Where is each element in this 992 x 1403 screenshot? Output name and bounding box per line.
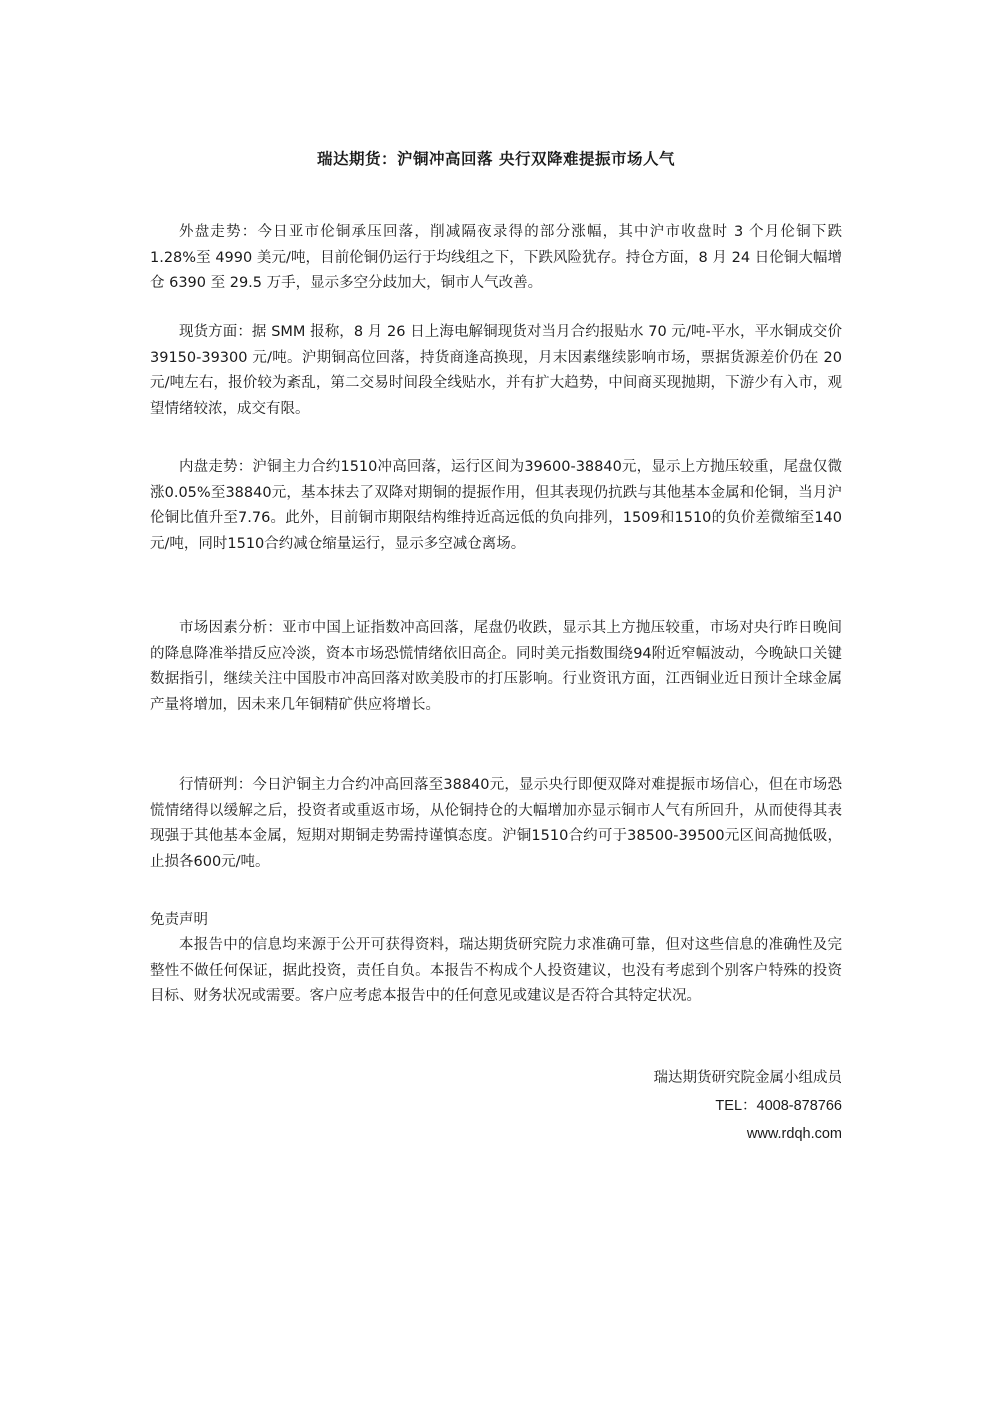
- document-title: 瑞达期货：沪铜冲高回落 央行双降难提振市场人气: [317, 150, 675, 168]
- paragraph-market-outlook: 行情研判：今日沪铜主力合约冲高回落至38840元，显示央行即便双降对难提振市场信心，但在市场恐慌情绪得以缓解之后，投资者或重返市场，从伦铜持仓的大幅增加亦显示铜市人气有所回升，从而使得其表现强于其他基本金属，短期对期铜走势需持谨慎态度。沪铜1510合约可于38500-39500元区间高抛低吸，止损各600元/吨。: [150, 777, 842, 870]
- paragraph-spot-market: 现货方面：据 SMM 报称，8 月 26 日上海电解铜现货对当月合约报贴水 70 元/吨-平水，平水铜成交价 39150-39300 元/吨。沪期铜高位回落，持货商逢高换现，月末因素继续影响市场，票据货源差价仍在 20 元/吨左右，报价较为紊乱，第二交易时间段全线贴水，并有扩大趋势，中间商买现抛期，下游少有入市，观望情绪较浓，成交有限。: [150, 324, 842, 417]
- paragraph-domestic-market: 内盘走势：沪铜主力合约1510冲高回落，运行区间为39600-38840元，显示上方抛压较重，尾盘仅微涨0.05%至38840元，基本抹去了双降对期铜的提振作用，但其表现仍抗跌与其他基本金属和伦铜，当月沪伦铜比值升至7.76。此外，目前铜市期限结构维持近高远低的负向排列，1509和1510的负价差微缩至140元/吨，同时1510合约减仓缩量运行，显示多空减仓离场。: [150, 459, 842, 552]
- paragraph-market-factors: 市场因素分析：亚市中国上证指数冲高回落，尾盘仍收跌，显示其上方抛压较重，市场对央行昨日晚间的降息降准举措反应冷淡，资本市场恐慌情绪依旧高企。同时美元指数围绕94附近窄幅波动，今晚缺口关键数据指引，继续关注中国股市冲高回落对欧美股市的打压影响。行业资讯方面，江西铜业近日预计全球金属产量将增加，因未来几年铜精矿供应将增长。: [150, 620, 842, 713]
- signature-website: www.rdqh.com: [746, 1126, 842, 1142]
- signature-block: [654, 1064, 843, 1148]
- signature-org: 瑞达期货研究院金属小组成员: [653, 1070, 842, 1086]
- signature-tel: TEL：4008-878766: [715, 1098, 842, 1114]
- disclaimer-body: 本报告中的信息均来源于公开可获得资料，瑞达期货研究院力求准确可靠，但对这些信息的准确性及完整性不做任何保证，据此投资，责任自负。本报告不构成个人投资建议，也没有考虑到个别客户特殊的投资目标、财务状况或需要。客户应考虑本报告中的任何意见或建议是否符合其特定状况。: [150, 937, 842, 1004]
- disclaimer-heading: 免责声明: [150, 912, 208, 928]
- paragraph-overseas-market: 外盘走势：今日亚市伦铜承压回落，削减隔夜录得的部分涨幅，其中沪市收盘时 3 个月伦铜下跌 1.28%至 4990 美元/吨，目前伦铜仍运行于均线组之下，下跌风险犹存。持仓方面，8 月 24 日伦铜大幅增仓 6390 至 29.5 万手，显示多空分歧加大，铜市人气改善。: [150, 224, 842, 291]
